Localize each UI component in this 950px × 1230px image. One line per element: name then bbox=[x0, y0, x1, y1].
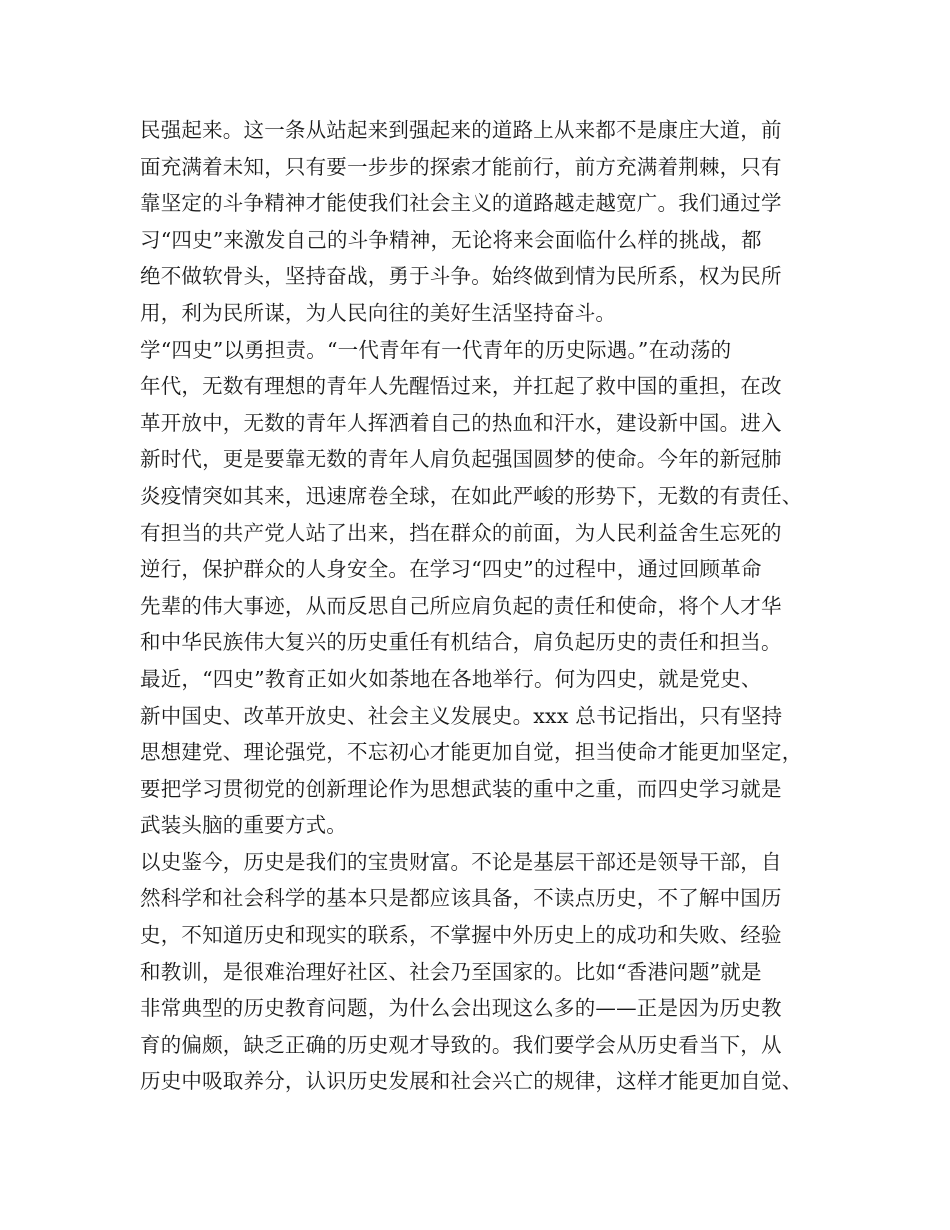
text-line: 武装头脑的重要方式。 bbox=[140, 813, 347, 838]
text-line: 习“四史”来激发自己的斗争精神，无论将来会面临什么样的挑战，都 bbox=[140, 227, 762, 252]
text-line: 以史鉴今，历史是我们的宝贵财富。不论是基层干部还是领导干部，自 bbox=[140, 849, 782, 874]
text-line: 先辈的伟大事迹，从而反思自己所应肩负起的责任和使命，将个人才华 bbox=[140, 593, 782, 618]
text-line: 然科学和社会科学的基本只是都应该具备，不读点历史，不了解中国历 bbox=[140, 886, 782, 911]
text-line: 育的偏颇，缺乏正确的历史观才导致的。我们要学会从历史看当下，从 bbox=[140, 1032, 782, 1057]
text-line: 有担当的共产党人站了出来，挡在群众的前面，为人民利益舍生忘死的 bbox=[140, 520, 782, 545]
text-line: 革开放中，无数的青年人挥洒着自己的热血和汗水，建设新中国。进入 bbox=[140, 410, 782, 435]
text-line: 用，利为民所谋，为人民向往的美好生活坚持奋斗。 bbox=[140, 300, 617, 325]
text-line: 历史中吸取养分，认识历史发展和社会兴亡的规律，这样才能更加自觉、 bbox=[140, 1069, 803, 1094]
text-line: 新中国史、改革开放史、社会主义发展史。xxx 总书记指出，只有坚持 bbox=[140, 703, 783, 728]
text-line: 学“四史”以勇担责。“一代青年有一代青年的历史际遇。”在动荡的 bbox=[140, 337, 732, 362]
text-line: 要把学习贯彻党的创新理论作为思想武装的重中之重，而四史学习就是 bbox=[140, 776, 782, 801]
text-line: 新时代，更是要靠无数的青年人肩负起强国圆梦的使命。今年的新冠肺 bbox=[140, 447, 782, 472]
text-line: 绝不做软骨头，坚持奋战，勇于斗争。始终做到情为民所系，权为民所 bbox=[140, 264, 782, 289]
text-line: 民强起来。这一条从站起来到强起来的道路上从来都不是康庄大道，前 bbox=[140, 118, 782, 142]
document-body bbox=[140, 112, 830, 1100]
text-line: 和教训，是很难治理好社区、社会乃至国家的。比如“香港问题”就是 bbox=[140, 959, 762, 984]
text-line: 靠坚定的斗争精神才能使我们社会主义的道路越走越宽广。我们通过学 bbox=[140, 191, 782, 216]
text-line: 年代，无数有理想的青年人先醒悟过来，并扛起了救中国的重担，在改 bbox=[140, 374, 782, 399]
text-line: 非常典型的历史教育问题，为什么会出现这么多的——正是因为历史教 bbox=[140, 996, 782, 1021]
text-line: 史，不知道历史和现实的联系，不掌握中外历史上的成功和失败、经验 bbox=[140, 923, 782, 948]
text-line: 思想建党、理论强党，不忘初心才能更加自觉，担当使命才能更加坚定， bbox=[140, 740, 803, 765]
text-line: 炎疫情突如其来，迅速席卷全球，在如此严峻的形势下，无数的有责任、 bbox=[140, 483, 803, 508]
text-line: 逆行，保护群众的人身安全。在学习“四史”的过程中，通过回顾革命 bbox=[140, 557, 762, 582]
text-line: 和中华民族伟大复兴的历史重任有机结合，肩负起历史的责任和担当。 bbox=[140, 630, 782, 655]
text-line: 面充满着未知，只有要一步步的探索才能前行，前方充满着荆棘，只有 bbox=[140, 154, 782, 179]
text-line: 最近，“四史”教育正如火如荼地在各地举行。何为四史，就是党史、 bbox=[140, 666, 762, 691]
